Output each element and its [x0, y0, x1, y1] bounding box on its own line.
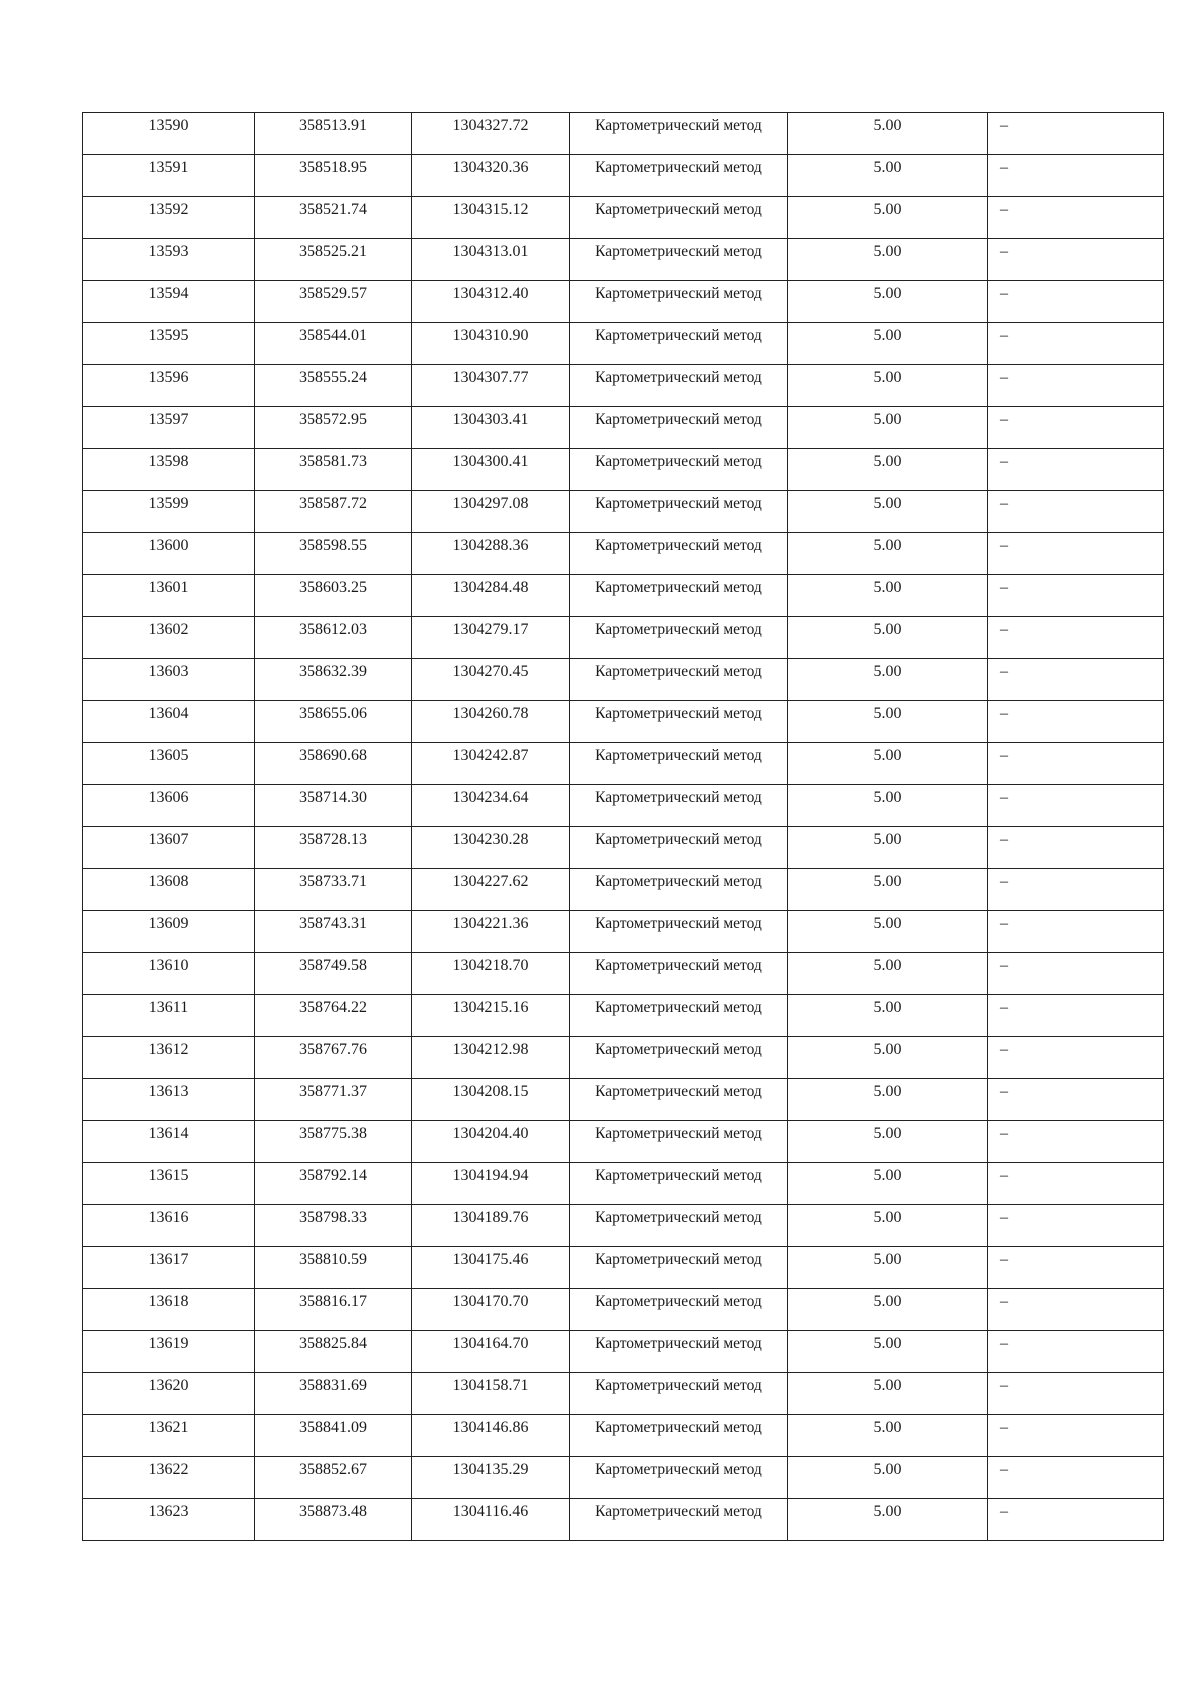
x-coordinate-cell: 358521.74 — [255, 197, 412, 239]
coordinates-table — [82, 112, 1164, 1541]
note-cell: – — [988, 365, 1164, 407]
note-cell: – — [988, 1037, 1164, 1079]
x-coordinate-cell: 358798.33 — [255, 1205, 412, 1247]
note-cell: – — [988, 1079, 1164, 1121]
point-number-cell: 13602 — [83, 617, 255, 659]
y-coordinate-cell: 1304242.87 — [412, 743, 570, 785]
accuracy-cell: 5.00 — [788, 1247, 988, 1289]
x-coordinate-cell: 358544.01 — [255, 323, 412, 365]
note-cell: – — [988, 533, 1164, 575]
table-row — [83, 1499, 1164, 1541]
note-cell: – — [988, 323, 1164, 365]
point-number-cell: 13605 — [83, 743, 255, 785]
point-number-cell: 13600 — [83, 533, 255, 575]
x-coordinate-cell: 358598.55 — [255, 533, 412, 575]
note-cell: – — [988, 869, 1164, 911]
y-coordinate-cell: 1304208.15 — [412, 1079, 570, 1121]
table-row — [83, 827, 1164, 869]
point-number-cell: 13601 — [83, 575, 255, 617]
table-row — [83, 491, 1164, 533]
y-coordinate-cell: 1304260.78 — [412, 701, 570, 743]
x-coordinate-cell: 358603.25 — [255, 575, 412, 617]
x-coordinate-cell: 358555.24 — [255, 365, 412, 407]
accuracy-cell: 5.00 — [788, 407, 988, 449]
method-cell: Картометрический метод — [570, 743, 788, 785]
accuracy-cell: 5.00 — [788, 575, 988, 617]
note-cell: – — [988, 785, 1164, 827]
method-cell: Картометрический метод — [570, 1415, 788, 1457]
note-cell: – — [988, 617, 1164, 659]
accuracy-cell: 5.00 — [788, 827, 988, 869]
method-cell: Картометрический метод — [570, 491, 788, 533]
point-number-cell: 13591 — [83, 155, 255, 197]
x-coordinate-cell: 358825.84 — [255, 1331, 412, 1373]
method-cell: Картометрический метод — [570, 995, 788, 1037]
table-row — [83, 911, 1164, 953]
table-row — [83, 1373, 1164, 1415]
y-coordinate-cell: 1304312.40 — [412, 281, 570, 323]
y-coordinate-cell: 1304204.40 — [412, 1121, 570, 1163]
x-coordinate-cell: 358655.06 — [255, 701, 412, 743]
point-number-cell: 13623 — [83, 1499, 255, 1541]
accuracy-cell: 5.00 — [788, 1205, 988, 1247]
x-coordinate-cell: 358518.95 — [255, 155, 412, 197]
y-coordinate-cell: 1304303.41 — [412, 407, 570, 449]
point-number-cell: 13599 — [83, 491, 255, 533]
x-coordinate-cell: 358792.14 — [255, 1163, 412, 1205]
x-coordinate-cell: 358513.91 — [255, 113, 412, 155]
method-cell: Картометрический метод — [570, 365, 788, 407]
method-cell: Картометрический метод — [570, 407, 788, 449]
note-cell: – — [988, 659, 1164, 701]
table-row — [83, 701, 1164, 743]
note-cell: – — [988, 575, 1164, 617]
y-coordinate-cell: 1304310.90 — [412, 323, 570, 365]
x-coordinate-cell: 358525.21 — [255, 239, 412, 281]
table-row — [83, 113, 1164, 155]
table-row — [83, 1121, 1164, 1163]
accuracy-cell: 5.00 — [788, 449, 988, 491]
method-cell: Картометрический метод — [570, 575, 788, 617]
method-cell: Картометрический метод — [570, 869, 788, 911]
x-coordinate-cell: 358587.72 — [255, 491, 412, 533]
y-coordinate-cell: 1304227.62 — [412, 869, 570, 911]
note-cell: – — [988, 1205, 1164, 1247]
y-coordinate-cell: 1304194.94 — [412, 1163, 570, 1205]
table-row — [83, 197, 1164, 239]
accuracy-cell: 5.00 — [788, 1457, 988, 1499]
accuracy-cell: 5.00 — [788, 365, 988, 407]
point-number-cell: 13603 — [83, 659, 255, 701]
note-cell: – — [988, 1373, 1164, 1415]
note-cell: – — [988, 953, 1164, 995]
point-number-cell: 13595 — [83, 323, 255, 365]
x-coordinate-cell: 358714.30 — [255, 785, 412, 827]
y-coordinate-cell: 1304288.36 — [412, 533, 570, 575]
point-number-cell: 13618 — [83, 1289, 255, 1331]
accuracy-cell: 5.00 — [788, 701, 988, 743]
table-row — [83, 995, 1164, 1037]
x-coordinate-cell: 358728.13 — [255, 827, 412, 869]
x-coordinate-cell: 358612.03 — [255, 617, 412, 659]
x-coordinate-cell: 358810.59 — [255, 1247, 412, 1289]
y-coordinate-cell: 1304189.76 — [412, 1205, 570, 1247]
x-coordinate-cell: 358873.48 — [255, 1499, 412, 1541]
table-row — [83, 1079, 1164, 1121]
y-coordinate-cell: 1304320.36 — [412, 155, 570, 197]
table-row — [83, 281, 1164, 323]
x-coordinate-cell: 358733.71 — [255, 869, 412, 911]
y-coordinate-cell: 1304218.70 — [412, 953, 570, 995]
method-cell: Картометрический метод — [570, 1121, 788, 1163]
table-row — [83, 1163, 1164, 1205]
accuracy-cell: 5.00 — [788, 1121, 988, 1163]
note-cell: – — [988, 281, 1164, 323]
note-cell: – — [988, 1415, 1164, 1457]
point-number-cell: 13596 — [83, 365, 255, 407]
point-number-cell: 13598 — [83, 449, 255, 491]
note-cell: – — [988, 701, 1164, 743]
method-cell: Картометрический метод — [570, 281, 788, 323]
point-number-cell: 13590 — [83, 113, 255, 155]
accuracy-cell: 5.00 — [788, 1415, 988, 1457]
accuracy-cell: 5.00 — [788, 239, 988, 281]
table-row — [83, 449, 1164, 491]
note-cell: – — [988, 1163, 1164, 1205]
point-number-cell: 13597 — [83, 407, 255, 449]
note-cell: – — [988, 1499, 1164, 1541]
accuracy-cell: 5.00 — [788, 617, 988, 659]
x-coordinate-cell: 358572.95 — [255, 407, 412, 449]
method-cell: Картометрический метод — [570, 239, 788, 281]
point-number-cell: 13592 — [83, 197, 255, 239]
table-row — [83, 869, 1164, 911]
note-cell: – — [988, 1121, 1164, 1163]
method-cell: Картометрический метод — [570, 1247, 788, 1289]
accuracy-cell: 5.00 — [788, 323, 988, 365]
table-row — [83, 953, 1164, 995]
method-cell: Картометрический метод — [570, 1037, 788, 1079]
y-coordinate-cell: 1304212.98 — [412, 1037, 570, 1079]
point-number-cell: 13612 — [83, 1037, 255, 1079]
x-coordinate-cell: 358749.58 — [255, 953, 412, 995]
y-coordinate-cell: 1304300.41 — [412, 449, 570, 491]
accuracy-cell: 5.00 — [788, 659, 988, 701]
table-row — [83, 743, 1164, 785]
method-cell: Картометрический метод — [570, 1205, 788, 1247]
accuracy-cell: 5.00 — [788, 197, 988, 239]
y-coordinate-cell: 1304116.46 — [412, 1499, 570, 1541]
point-number-cell: 13608 — [83, 869, 255, 911]
table-row — [83, 659, 1164, 701]
method-cell: Картометрический метод — [570, 1331, 788, 1373]
y-coordinate-cell: 1304164.70 — [412, 1331, 570, 1373]
y-coordinate-cell: 1304158.71 — [412, 1373, 570, 1415]
x-coordinate-cell: 358841.09 — [255, 1415, 412, 1457]
table-row — [83, 155, 1164, 197]
y-coordinate-cell: 1304215.16 — [412, 995, 570, 1037]
note-cell: – — [988, 1457, 1164, 1499]
note-cell: – — [988, 743, 1164, 785]
table-row — [83, 1037, 1164, 1079]
x-coordinate-cell: 358764.22 — [255, 995, 412, 1037]
point-number-cell: 13621 — [83, 1415, 255, 1457]
y-coordinate-cell: 1304279.17 — [412, 617, 570, 659]
table-row — [83, 575, 1164, 617]
x-coordinate-cell: 358771.37 — [255, 1079, 412, 1121]
point-number-cell: 13619 — [83, 1331, 255, 1373]
method-cell: Картометрический метод — [570, 827, 788, 869]
point-number-cell: 13613 — [83, 1079, 255, 1121]
y-coordinate-cell: 1304297.08 — [412, 491, 570, 533]
accuracy-cell: 5.00 — [788, 155, 988, 197]
note-cell: – — [988, 155, 1164, 197]
y-coordinate-cell: 1304230.28 — [412, 827, 570, 869]
note-cell: – — [988, 491, 1164, 533]
method-cell: Картометрический метод — [570, 1499, 788, 1541]
y-coordinate-cell: 1304315.12 — [412, 197, 570, 239]
x-coordinate-cell: 358852.67 — [255, 1457, 412, 1499]
note-cell: – — [988, 449, 1164, 491]
table-row — [83, 1247, 1164, 1289]
method-cell: Картометрический метод — [570, 1373, 788, 1415]
note-cell: – — [988, 1289, 1164, 1331]
accuracy-cell: 5.00 — [788, 281, 988, 323]
method-cell: Картометрический метод — [570, 1079, 788, 1121]
point-number-cell: 13610 — [83, 953, 255, 995]
method-cell: Картометрический метод — [570, 323, 788, 365]
x-coordinate-cell: 358529.57 — [255, 281, 412, 323]
accuracy-cell: 5.00 — [788, 995, 988, 1037]
table-row — [83, 407, 1164, 449]
point-number-cell: 13614 — [83, 1121, 255, 1163]
method-cell: Картометрический метод — [570, 911, 788, 953]
y-coordinate-cell: 1304221.36 — [412, 911, 570, 953]
note-cell: – — [988, 1331, 1164, 1373]
x-coordinate-cell: 358690.68 — [255, 743, 412, 785]
y-coordinate-cell: 1304327.72 — [412, 113, 570, 155]
method-cell: Картометрический метод — [570, 1457, 788, 1499]
point-number-cell: 13615 — [83, 1163, 255, 1205]
method-cell: Картометрический метод — [570, 659, 788, 701]
accuracy-cell: 5.00 — [788, 911, 988, 953]
note-cell: – — [988, 197, 1164, 239]
y-coordinate-cell: 1304270.45 — [412, 659, 570, 701]
y-coordinate-cell: 1304307.77 — [412, 365, 570, 407]
method-cell: Картометрический метод — [570, 533, 788, 575]
point-number-cell: 13593 — [83, 239, 255, 281]
y-coordinate-cell: 1304284.48 — [412, 575, 570, 617]
x-coordinate-cell: 358767.76 — [255, 1037, 412, 1079]
accuracy-cell: 5.00 — [788, 869, 988, 911]
y-coordinate-cell: 1304175.46 — [412, 1247, 570, 1289]
accuracy-cell: 5.00 — [788, 743, 988, 785]
accuracy-cell: 5.00 — [788, 491, 988, 533]
accuracy-cell: 5.00 — [788, 1289, 988, 1331]
accuracy-cell: 5.00 — [788, 953, 988, 995]
accuracy-cell: 5.00 — [788, 113, 988, 155]
note-cell: – — [988, 407, 1164, 449]
y-coordinate-cell: 1304146.86 — [412, 1415, 570, 1457]
note-cell: – — [988, 827, 1164, 869]
table-row — [83, 1331, 1164, 1373]
x-coordinate-cell: 358831.69 — [255, 1373, 412, 1415]
point-number-cell: 13617 — [83, 1247, 255, 1289]
method-cell: Картометрический метод — [570, 617, 788, 659]
accuracy-cell: 5.00 — [788, 1163, 988, 1205]
x-coordinate-cell: 358581.73 — [255, 449, 412, 491]
method-cell: Картометрический метод — [570, 953, 788, 995]
accuracy-cell: 5.00 — [788, 1079, 988, 1121]
point-number-cell: 13604 — [83, 701, 255, 743]
point-number-cell: 13594 — [83, 281, 255, 323]
note-cell: – — [988, 995, 1164, 1037]
note-cell: – — [988, 911, 1164, 953]
method-cell: Картометрический метод — [570, 785, 788, 827]
x-coordinate-cell: 358816.17 — [255, 1289, 412, 1331]
note-cell: – — [988, 239, 1164, 281]
x-coordinate-cell: 358743.31 — [255, 911, 412, 953]
x-coordinate-cell: 358632.39 — [255, 659, 412, 701]
point-number-cell: 13611 — [83, 995, 255, 1037]
table-row — [83, 785, 1164, 827]
y-coordinate-cell: 1304234.64 — [412, 785, 570, 827]
accuracy-cell: 5.00 — [788, 785, 988, 827]
method-cell: Картометрический метод — [570, 155, 788, 197]
table-body — [83, 113, 1164, 1541]
point-number-cell: 13616 — [83, 1205, 255, 1247]
table-row — [83, 533, 1164, 575]
y-coordinate-cell: 1304135.29 — [412, 1457, 570, 1499]
point-number-cell: 13620 — [83, 1373, 255, 1415]
accuracy-cell: 5.00 — [788, 1037, 988, 1079]
y-coordinate-cell: 1304170.70 — [412, 1289, 570, 1331]
table-row — [83, 1289, 1164, 1331]
method-cell: Картометрический метод — [570, 1163, 788, 1205]
x-coordinate-cell: 358775.38 — [255, 1121, 412, 1163]
accuracy-cell: 5.00 — [788, 533, 988, 575]
point-number-cell: 13607 — [83, 827, 255, 869]
accuracy-cell: 5.00 — [788, 1331, 988, 1373]
method-cell: Картометрический метод — [570, 197, 788, 239]
table-row — [83, 365, 1164, 407]
y-coordinate-cell: 1304313.01 — [412, 239, 570, 281]
method-cell: Картометрический метод — [570, 449, 788, 491]
method-cell: Картометрический метод — [570, 701, 788, 743]
table-row — [83, 1205, 1164, 1247]
table-row — [83, 1415, 1164, 1457]
accuracy-cell: 5.00 — [788, 1499, 988, 1541]
method-cell: Картометрический метод — [570, 113, 788, 155]
point-number-cell: 13622 — [83, 1457, 255, 1499]
table-row — [83, 239, 1164, 281]
point-number-cell: 13606 — [83, 785, 255, 827]
table-row — [83, 617, 1164, 659]
point-number-cell: 13609 — [83, 911, 255, 953]
table-row — [83, 323, 1164, 365]
note-cell: – — [988, 1247, 1164, 1289]
note-cell: – — [988, 113, 1164, 155]
method-cell: Картометрический метод — [570, 1289, 788, 1331]
accuracy-cell: 5.00 — [788, 1373, 988, 1415]
table-row — [83, 1457, 1164, 1499]
